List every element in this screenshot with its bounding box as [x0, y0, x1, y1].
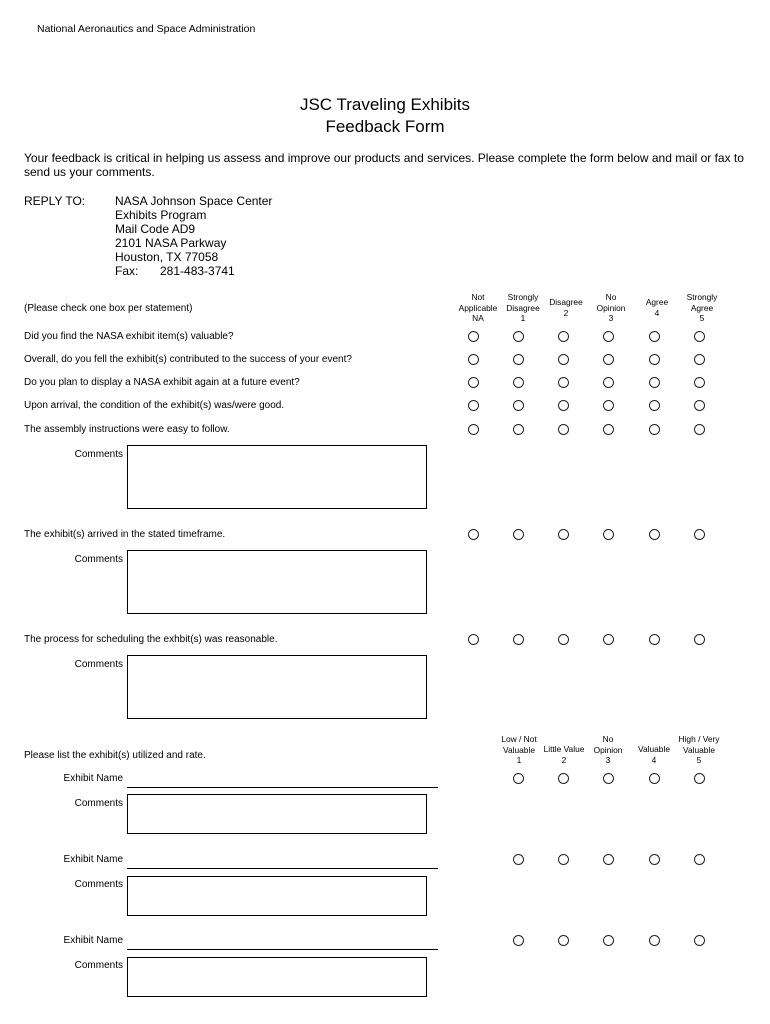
rating-radio-5[interactable]	[694, 424, 705, 435]
rating-radio-1[interactable]	[513, 331, 524, 342]
value-radio-4[interactable]	[649, 773, 660, 784]
value-header-no-opinion: No Opinion 3	[593, 734, 623, 765]
rating-radio-4[interactable]	[649, 400, 660, 411]
rating-radio-4[interactable]	[649, 377, 660, 388]
scale-header-strongly-agree: Strongly Agree 5	[686, 292, 718, 323]
address-line: Houston, TX 77058	[115, 250, 219, 264]
rating-radio-4[interactable]	[649, 331, 660, 342]
address-line: NASA Johnson Space Center	[115, 194, 273, 208]
statement-label: The exhibit(s) arrived in the stated timeframe.	[24, 529, 226, 540]
rating-radio-4[interactable]	[649, 424, 660, 435]
value-radio-1[interactable]	[513, 854, 524, 865]
exhibit-name-label: Exhibit Name	[63, 773, 123, 784]
fax-label: Fax:	[115, 264, 139, 278]
exhibit-name-field[interactable]	[127, 787, 438, 788]
rating-radio-na[interactable]	[468, 331, 479, 342]
comments-label: Comments	[74, 554, 123, 565]
value-radio-3[interactable]	[603, 773, 614, 784]
rating-radio-3[interactable]	[603, 400, 614, 411]
rating-radio-5[interactable]	[694, 634, 705, 645]
rating-radio-3[interactable]	[603, 424, 614, 435]
value-radio-5[interactable]	[694, 854, 705, 865]
rating-radio-5[interactable]	[694, 400, 705, 411]
comments-label: Comments	[74, 879, 123, 890]
comments-label: Comments	[74, 659, 123, 670]
rating-radio-3[interactable]	[603, 529, 614, 540]
address-line: Mail Code AD9	[115, 222, 196, 236]
statement-label: The assembly instructions were easy to follow.	[24, 424, 230, 435]
rating-radio-2[interactable]	[558, 354, 569, 365]
form-subtitle: Feedback Form	[325, 117, 445, 136]
statement-label: Overall, do you fell the exhibit(s) contributed to the success of your event?	[24, 354, 352, 365]
scale-header-agree: Agree 4	[645, 297, 669, 318]
rating-radio-4[interactable]	[649, 529, 660, 540]
exhibit-name-label: Exhibit Name	[63, 935, 123, 946]
value-radio-2[interactable]	[558, 773, 569, 784]
value-radio-3[interactable]	[603, 854, 614, 865]
rating-radio-3[interactable]	[603, 331, 614, 342]
scale-header-no-opinion: No Opinion 3	[596, 292, 626, 323]
rating-radio-2[interactable]	[558, 400, 569, 411]
rating-radio-1[interactable]	[513, 634, 524, 645]
exhibits-instruction: Please list the exhibit(s) utilized and rate.	[24, 750, 206, 761]
statement-label: Upon arrival, the condition of the exhibit(s) was/were good.	[24, 400, 285, 411]
rating-radio-4[interactable]	[649, 354, 660, 365]
rating-radio-2[interactable]	[558, 529, 569, 540]
value-header-valuable: Valuable 4	[638, 744, 670, 765]
rating-radio-1[interactable]	[513, 424, 524, 435]
rating-radio-5[interactable]	[694, 354, 705, 365]
statement-label: The process for scheduling the exhbit(s) was reasonable.	[24, 634, 278, 645]
rating-instruction: (Please check one box per statement)	[24, 303, 193, 314]
comments-label: Comments	[74, 960, 123, 971]
comments-box[interactable]	[127, 550, 427, 614]
exhibit-name-field[interactable]	[127, 868, 438, 869]
rating-radio-1[interactable]	[513, 377, 524, 388]
value-radio-2[interactable]	[558, 854, 569, 865]
comments-box[interactable]	[127, 655, 427, 719]
rating-radio-3[interactable]	[603, 354, 614, 365]
rating-radio-na[interactable]	[468, 354, 479, 365]
rating-radio-5[interactable]	[694, 331, 705, 342]
rating-radio-2[interactable]	[558, 377, 569, 388]
value-radio-4[interactable]	[649, 854, 660, 865]
scale-header-strongly-disagree: Strongly Disagree 1	[506, 292, 540, 323]
rating-radio-2[interactable]	[558, 424, 569, 435]
agency-name: National Aeronautics and Space Administration	[37, 23, 256, 35]
rating-radio-5[interactable]	[694, 529, 705, 540]
value-header-little: Little Value 2	[543, 744, 585, 765]
rating-radio-1[interactable]	[513, 354, 524, 365]
value-radio-1[interactable]	[513, 935, 524, 946]
comments-box[interactable]	[127, 876, 427, 916]
reply-to-label: REPLY TO:	[24, 194, 86, 208]
comments-label: Comments	[74, 798, 123, 809]
statement-label: Do you plan to display a NASA exhibit again at a future event?	[24, 377, 300, 388]
rating-radio-1[interactable]	[513, 400, 524, 411]
rating-radio-na[interactable]	[468, 400, 479, 411]
intro-text: Your feedback is critical in helping us assess and improve our products and services. Please complete the form below and mail or fax to send us your comments.	[24, 151, 744, 179]
comments-box[interactable]	[127, 957, 427, 997]
rating-radio-2[interactable]	[558, 634, 569, 645]
rating-radio-4[interactable]	[649, 634, 660, 645]
value-header-high: High / Very Valuable 5	[678, 734, 720, 765]
comments-box[interactable]	[127, 794, 427, 834]
rating-radio-3[interactable]	[603, 377, 614, 388]
address-line: 2101 NASA Parkway	[115, 236, 227, 250]
rating-radio-na[interactable]	[468, 529, 479, 540]
rating-radio-2[interactable]	[558, 331, 569, 342]
value-radio-3[interactable]	[603, 935, 614, 946]
statement-label: Did you find the NASA exhibit item(s) valuable?	[24, 331, 234, 342]
value-header-low: Low / Not Valuable 1	[501, 734, 537, 765]
rating-radio-na[interactable]	[468, 634, 479, 645]
value-radio-1[interactable]	[513, 773, 524, 784]
exhibit-name-label: Exhibit Name	[63, 854, 123, 865]
value-radio-5[interactable]	[694, 773, 705, 784]
rating-radio-na[interactable]	[468, 377, 479, 388]
scale-header-disagree: Disagree 2	[549, 297, 583, 318]
scale-header-na: Not Applicable NA	[458, 292, 498, 323]
value-radio-2[interactable]	[558, 935, 569, 946]
exhibit-name-field[interactable]	[127, 949, 438, 950]
comments-label: Comments	[74, 449, 123, 460]
fax-number: 281-483-3741	[160, 264, 235, 278]
value-radio-5[interactable]	[694, 935, 705, 946]
value-radio-4[interactable]	[649, 935, 660, 946]
comments-box[interactable]	[127, 445, 427, 509]
rating-radio-na[interactable]	[468, 424, 479, 435]
rating-radio-1[interactable]	[513, 529, 524, 540]
form-title: JSC Traveling Exhibits	[299, 95, 471, 114]
rating-radio-3[interactable]	[603, 634, 614, 645]
address-line: Exhibits Program	[115, 208, 207, 222]
rating-radio-5[interactable]	[694, 377, 705, 388]
